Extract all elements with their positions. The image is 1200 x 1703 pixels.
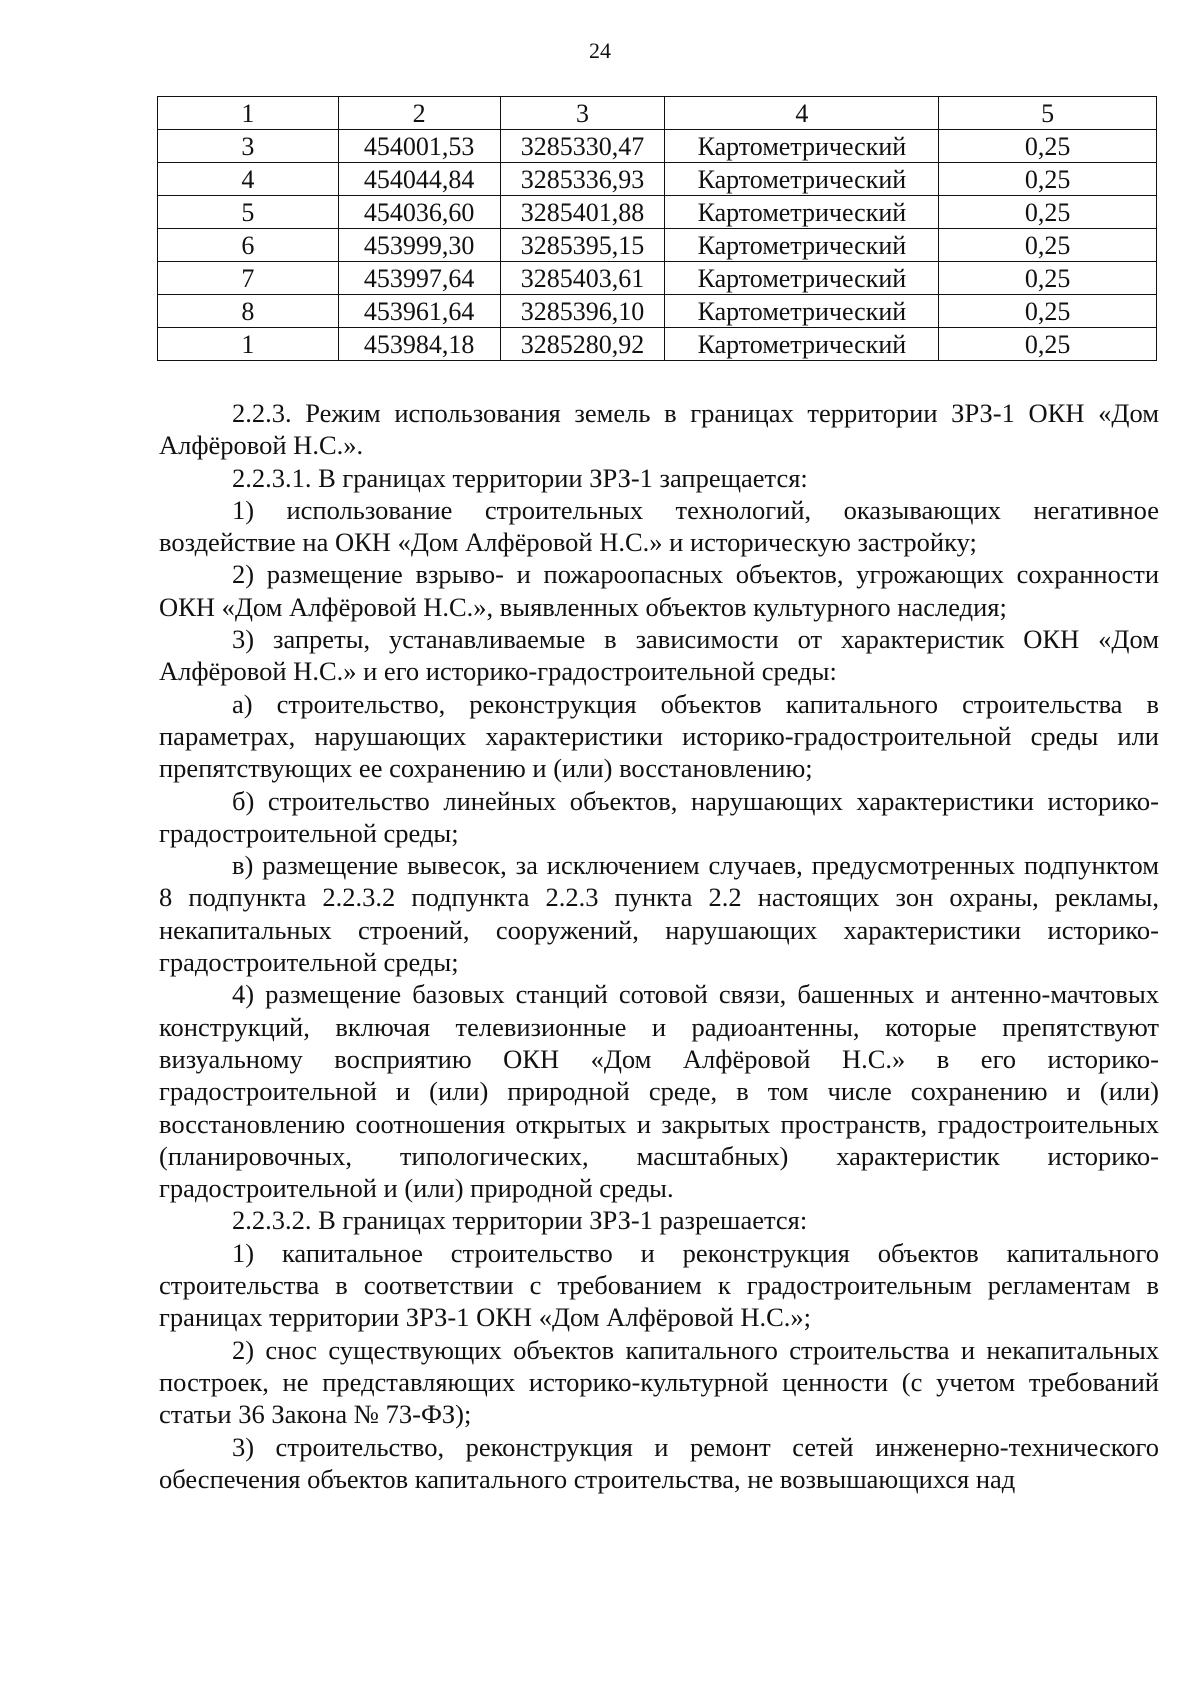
paragraph: 4) размещение базовых станций сотовой связи, башенных и антенно-мачтовых конструкций, включая телевизионные и радиоантенны, которые препятствуют визуальному восприятию ОКН «Дом Алфёровой Н.С.» в его историко-градостроительной и (или) природной среде, в том числе сохранению и (или) восстановлению соотношения открытых и закрытых пространств, градостроительных (планировочных, типологических, масштабных) характеристик историко-градостроительной и (или) природной среды. [159,979,1159,1204]
y-coordinate-cell: 3285280,92 [500,328,665,361]
point-number-cell: 7 [158,262,339,295]
y-coordinate-cell: 3285336,93 [500,163,665,196]
paragraph: а) строительство, реконструкция объектов капитального строительства в параметрах, нарушающих характеристики историко-градостроительной среды или препятствующих ее сохранению и (или) восстановлению; [159,688,1159,784]
table-row [158,163,1157,196]
x-coordinate-cell: 453961,64 [338,295,500,328]
x-coordinate-cell: 453999,30 [338,229,500,262]
method-cell: Картометрический [665,229,939,262]
column-header: 2 [338,97,500,130]
table-row [158,130,1157,163]
table-row [158,262,1157,295]
x-coordinate-cell: 454036,60 [338,196,500,229]
column-header: 1 [158,97,339,130]
page-number: 24 [589,38,611,63]
document-body [159,397,1159,1495]
y-coordinate-cell: 3285396,10 [500,295,665,328]
table-header-row [158,97,1157,130]
paragraph: 1) капитальное строительство и реконструкция объектов капитального строительства в соответствии с требованием к градостроительным регламентам в границах территории ЗРЗ-1 ОКН «Дом Алфёровой Н.С.»; [159,1237,1159,1333]
paragraph: 2) размещение взрыво- и пожароопасных объектов, угрожающих сохранности ОКН «Дом Алфёровой Н.С.», выявленных объектов культурного наследия; [159,559,1159,622]
method-cell: Картометрический [665,262,939,295]
point-number-cell: 8 [158,295,339,328]
point-number-cell: 6 [158,229,339,262]
point-number-cell: 1 [158,328,339,361]
table-row [158,196,1157,229]
coordinates-table [157,96,1157,361]
paragraph: 3) строительство, реконструкция и ремонт сетей инженерно-технического обеспечения объектов капитального строительства, не возвышающихся над [159,1431,1159,1494]
point-number-cell: 5 [158,196,339,229]
paragraph: в) размещение вывесок, за исключением случаев, предусмотренных подпунктом 8 подпункта 2.2.3.2 подпункта 2.2.3 пункта 2.2 настоящих зон охраны, рекламы, некапитальных строений, сооружений, нарушающих характеристики историко-градостроительной среды; [159,850,1159,978]
method-cell: Картометрический [665,328,939,361]
table-row [158,229,1157,262]
method-cell: Картометрический [665,295,939,328]
accuracy-cell: 0,25 [939,328,1157,361]
x-coordinate-cell: 453984,18 [338,328,500,361]
method-cell: Картометрический [665,163,939,196]
subsection-heading-prohibited: 2.2.3.1. В границах территории ЗРЗ-1 запрещается: [232,462,808,493]
y-coordinate-cell: 3285403,61 [500,262,665,295]
paragraph: б) строительство линейных объектов, нарушающих характеристики историко-градостроительной среды; [159,785,1159,848]
x-coordinate-cell: 453997,64 [338,262,500,295]
subsection-heading-permitted: 2.2.3.2. В границах территории ЗРЗ-1 разрешается: [232,1205,808,1236]
y-coordinate-cell: 3285401,88 [500,196,665,229]
section-heading-2-2-3: 2.2.3. Режим использования земель в границах территории ЗРЗ-1 ОКН «Дом Алфёровой Н.С.». [159,398,1159,461]
table-row [158,328,1157,361]
column-header: 4 [665,97,939,130]
paragraph: 1) использование строительных технологий, оказывающих негативное воздействие на ОКН «Дом Алфёровой Н.С.» и историческую застройку; [159,494,1159,558]
accuracy-cell: 0,25 [939,196,1157,229]
column-header: 3 [500,97,665,130]
y-coordinate-cell: 3285330,47 [500,130,665,163]
accuracy-cell: 0,25 [939,295,1157,328]
accuracy-cell: 0,25 [939,163,1157,196]
paragraph: 3) запреты, устанавливаемые в зависимости от характеристик ОКН «Дом Алфёровой Н.С.» и его историко-градостроительной среды: [159,624,1159,687]
y-coordinate-cell: 3285395,15 [500,229,665,262]
paragraph: 2) снос существующих объектов капитального строительства и некапитальных построек, не представляющих историко-культурной ценности (с учетом требований статьи 36 Закона № 73-ФЗ); [159,1334,1159,1430]
column-header: 5 [939,97,1157,130]
x-coordinate-cell: 454044,84 [338,163,500,196]
point-number-cell: 3 [158,130,339,163]
method-cell: Картометрический [665,130,939,163]
point-number-cell: 4 [158,163,339,196]
x-coordinate-cell: 454001,53 [338,130,500,163]
method-cell: Картометрический [665,196,939,229]
accuracy-cell: 0,25 [939,229,1157,262]
accuracy-cell: 0,25 [939,130,1157,163]
accuracy-cell: 0,25 [939,262,1157,295]
table-row [158,295,1157,328]
